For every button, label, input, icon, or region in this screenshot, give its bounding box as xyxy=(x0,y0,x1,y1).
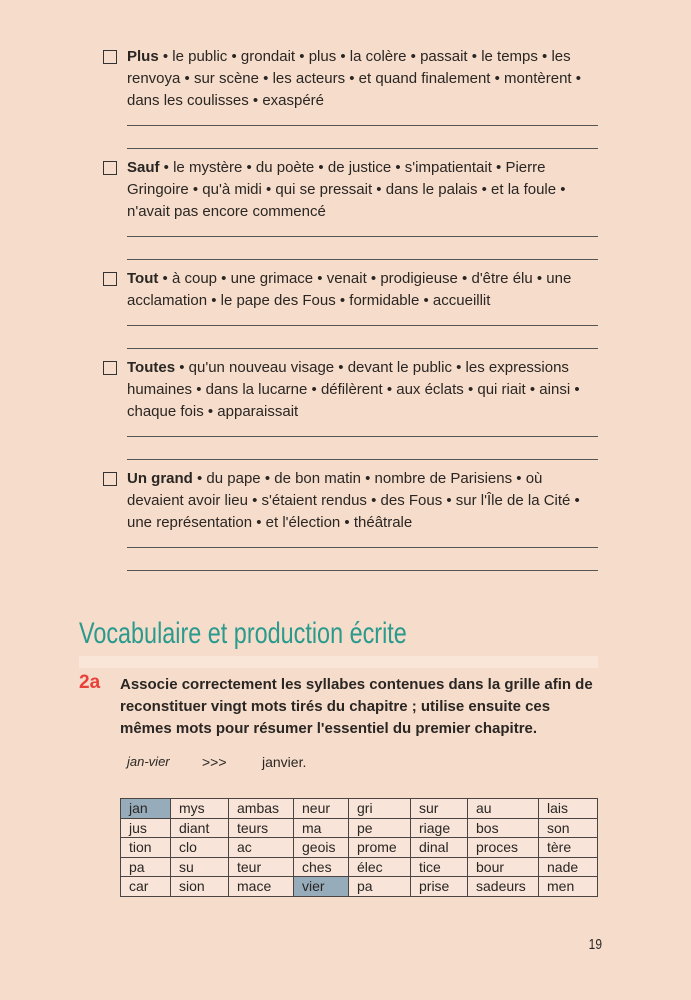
grid-cell: men xyxy=(539,877,598,897)
grid-cell: prise xyxy=(411,877,468,897)
grid-cell: pa xyxy=(349,877,411,897)
grid-cell: mace xyxy=(229,877,294,897)
example-syllables: jan-vier xyxy=(127,754,170,769)
grid-cell: tion xyxy=(121,838,171,858)
answer-line[interactable] xyxy=(127,125,598,126)
grid-cell: ac xyxy=(229,838,294,858)
grid-row xyxy=(121,818,598,838)
grid-cell: prome xyxy=(349,838,411,858)
exercise-item xyxy=(103,46,598,149)
grid-cell: sadeurs xyxy=(468,877,539,897)
item-text xyxy=(127,46,598,112)
grid-cell: riage xyxy=(411,818,468,838)
item-words: • le mystère • du poète • de justice • s'impatientait • Pierre Gringoire • qu'à midi • qui se pressait • dans le palais • et la foule • n'avait pas encore commencé xyxy=(127,159,566,220)
grid-cell: tère xyxy=(539,838,598,858)
answer-line[interactable] xyxy=(127,348,598,349)
grid-row xyxy=(121,877,598,897)
grid-cell: car xyxy=(121,877,171,897)
example-word: janvier. xyxy=(262,754,307,770)
item-text xyxy=(127,157,598,223)
item-text xyxy=(127,357,598,423)
exercise-item xyxy=(103,357,598,460)
grid-cell: sur xyxy=(411,799,468,819)
grid-cell: sion xyxy=(171,877,229,897)
answer-line[interactable] xyxy=(127,436,598,437)
grid-cell: mys xyxy=(171,799,229,819)
section-title: Vocabulaire et production écrite xyxy=(79,617,407,650)
exercise-item xyxy=(103,468,598,571)
exercise-item xyxy=(103,157,598,260)
grid-cell: bour xyxy=(468,857,539,877)
item-text xyxy=(127,468,598,534)
grid-cell: jan xyxy=(121,799,171,819)
grid-cell: élec xyxy=(349,857,411,877)
grid-cell: lais xyxy=(539,799,598,819)
answer-line[interactable] xyxy=(127,570,598,571)
grid-cell: ches xyxy=(294,857,349,877)
answer-line[interactable] xyxy=(127,325,598,326)
syllable-grid xyxy=(120,798,598,897)
grid-cell: vier xyxy=(294,877,349,897)
exercise-items xyxy=(103,46,598,579)
grid-cell: son xyxy=(539,818,598,838)
item-lead: Toutes xyxy=(127,359,176,376)
item-words: • qu'un nouveau visage • devant le public • les expressions humaines • dans la lucarne • défilèrent • aux éclats • qui riait • ainsi • chaque fois • apparaissait xyxy=(127,359,580,420)
grid-cell: teurs xyxy=(229,818,294,838)
grid-cell: su xyxy=(171,857,229,877)
grid-cell: pe xyxy=(349,818,411,838)
answer-line[interactable] xyxy=(127,148,598,149)
grid-cell: diant xyxy=(171,818,229,838)
grid-cell: bos xyxy=(468,818,539,838)
grid-cell: nade xyxy=(539,857,598,877)
grid-cell: teur xyxy=(229,857,294,877)
grid-cell: gri xyxy=(349,799,411,819)
item-lead: Un grand xyxy=(127,470,193,487)
grid-cell: jus xyxy=(121,818,171,838)
checkbox[interactable] xyxy=(103,161,117,175)
grid-row xyxy=(121,799,598,819)
grid-cell: proces xyxy=(468,838,539,858)
answer-line[interactable] xyxy=(127,459,598,460)
grid-cell: tice xyxy=(411,857,468,877)
grid-cell: ambas xyxy=(229,799,294,819)
example-arrow: >>> xyxy=(202,754,227,770)
exercise-item xyxy=(103,268,598,349)
checkbox[interactable] xyxy=(103,472,117,486)
exercise-instruction: Associe correctement les syllabes contenues dans la grille afin de reconstituer vingt mots tirés du chapitre ; utilise ensuite ces mêmes mots pour résumer l'essentiel du premier chapitre. xyxy=(120,676,593,737)
grid-cell: pa xyxy=(121,857,171,877)
checkbox[interactable] xyxy=(103,50,117,64)
grid-row xyxy=(121,838,598,858)
item-words: • du pape • de bon matin • nombre de Parisiens • où devaient avoir lieu • s'étaient rendus • des Fous • sur l'Île de la Cité • une représentation • et l'élection • théâtrale xyxy=(127,470,580,531)
item-lead: Plus xyxy=(127,48,159,65)
item-words: • le public • grondait • plus • la colère • passait • le temps • les renvoya • sur scène • les acteurs • et quand finalement • montèrent • dans les coulisses • exaspéré xyxy=(127,48,581,109)
grid-row xyxy=(121,857,598,877)
exercise-number: 2a xyxy=(79,672,101,693)
item-lead: Sauf xyxy=(127,159,160,176)
answer-line[interactable] xyxy=(127,259,598,260)
page-number: 19 xyxy=(588,936,603,953)
item-lead: Tout xyxy=(127,270,159,287)
item-text xyxy=(127,268,598,312)
grid-cell: ma xyxy=(294,818,349,838)
item-words: • à coup • une grimace • venait • prodigieuse • d'être élu • une acclamation • le pape des Fous • formidable • accueillit xyxy=(127,270,572,309)
grid-cell: clo xyxy=(171,838,229,858)
grid-cell: dinal xyxy=(411,838,468,858)
title-band xyxy=(79,656,598,668)
answer-line[interactable] xyxy=(127,547,598,548)
grid-cell: neur xyxy=(294,799,349,819)
grid-cell: geois xyxy=(294,838,349,858)
checkbox[interactable] xyxy=(103,361,117,375)
answer-line[interactable] xyxy=(127,236,598,237)
grid-cell: au xyxy=(468,799,539,819)
checkbox[interactable] xyxy=(103,272,117,286)
